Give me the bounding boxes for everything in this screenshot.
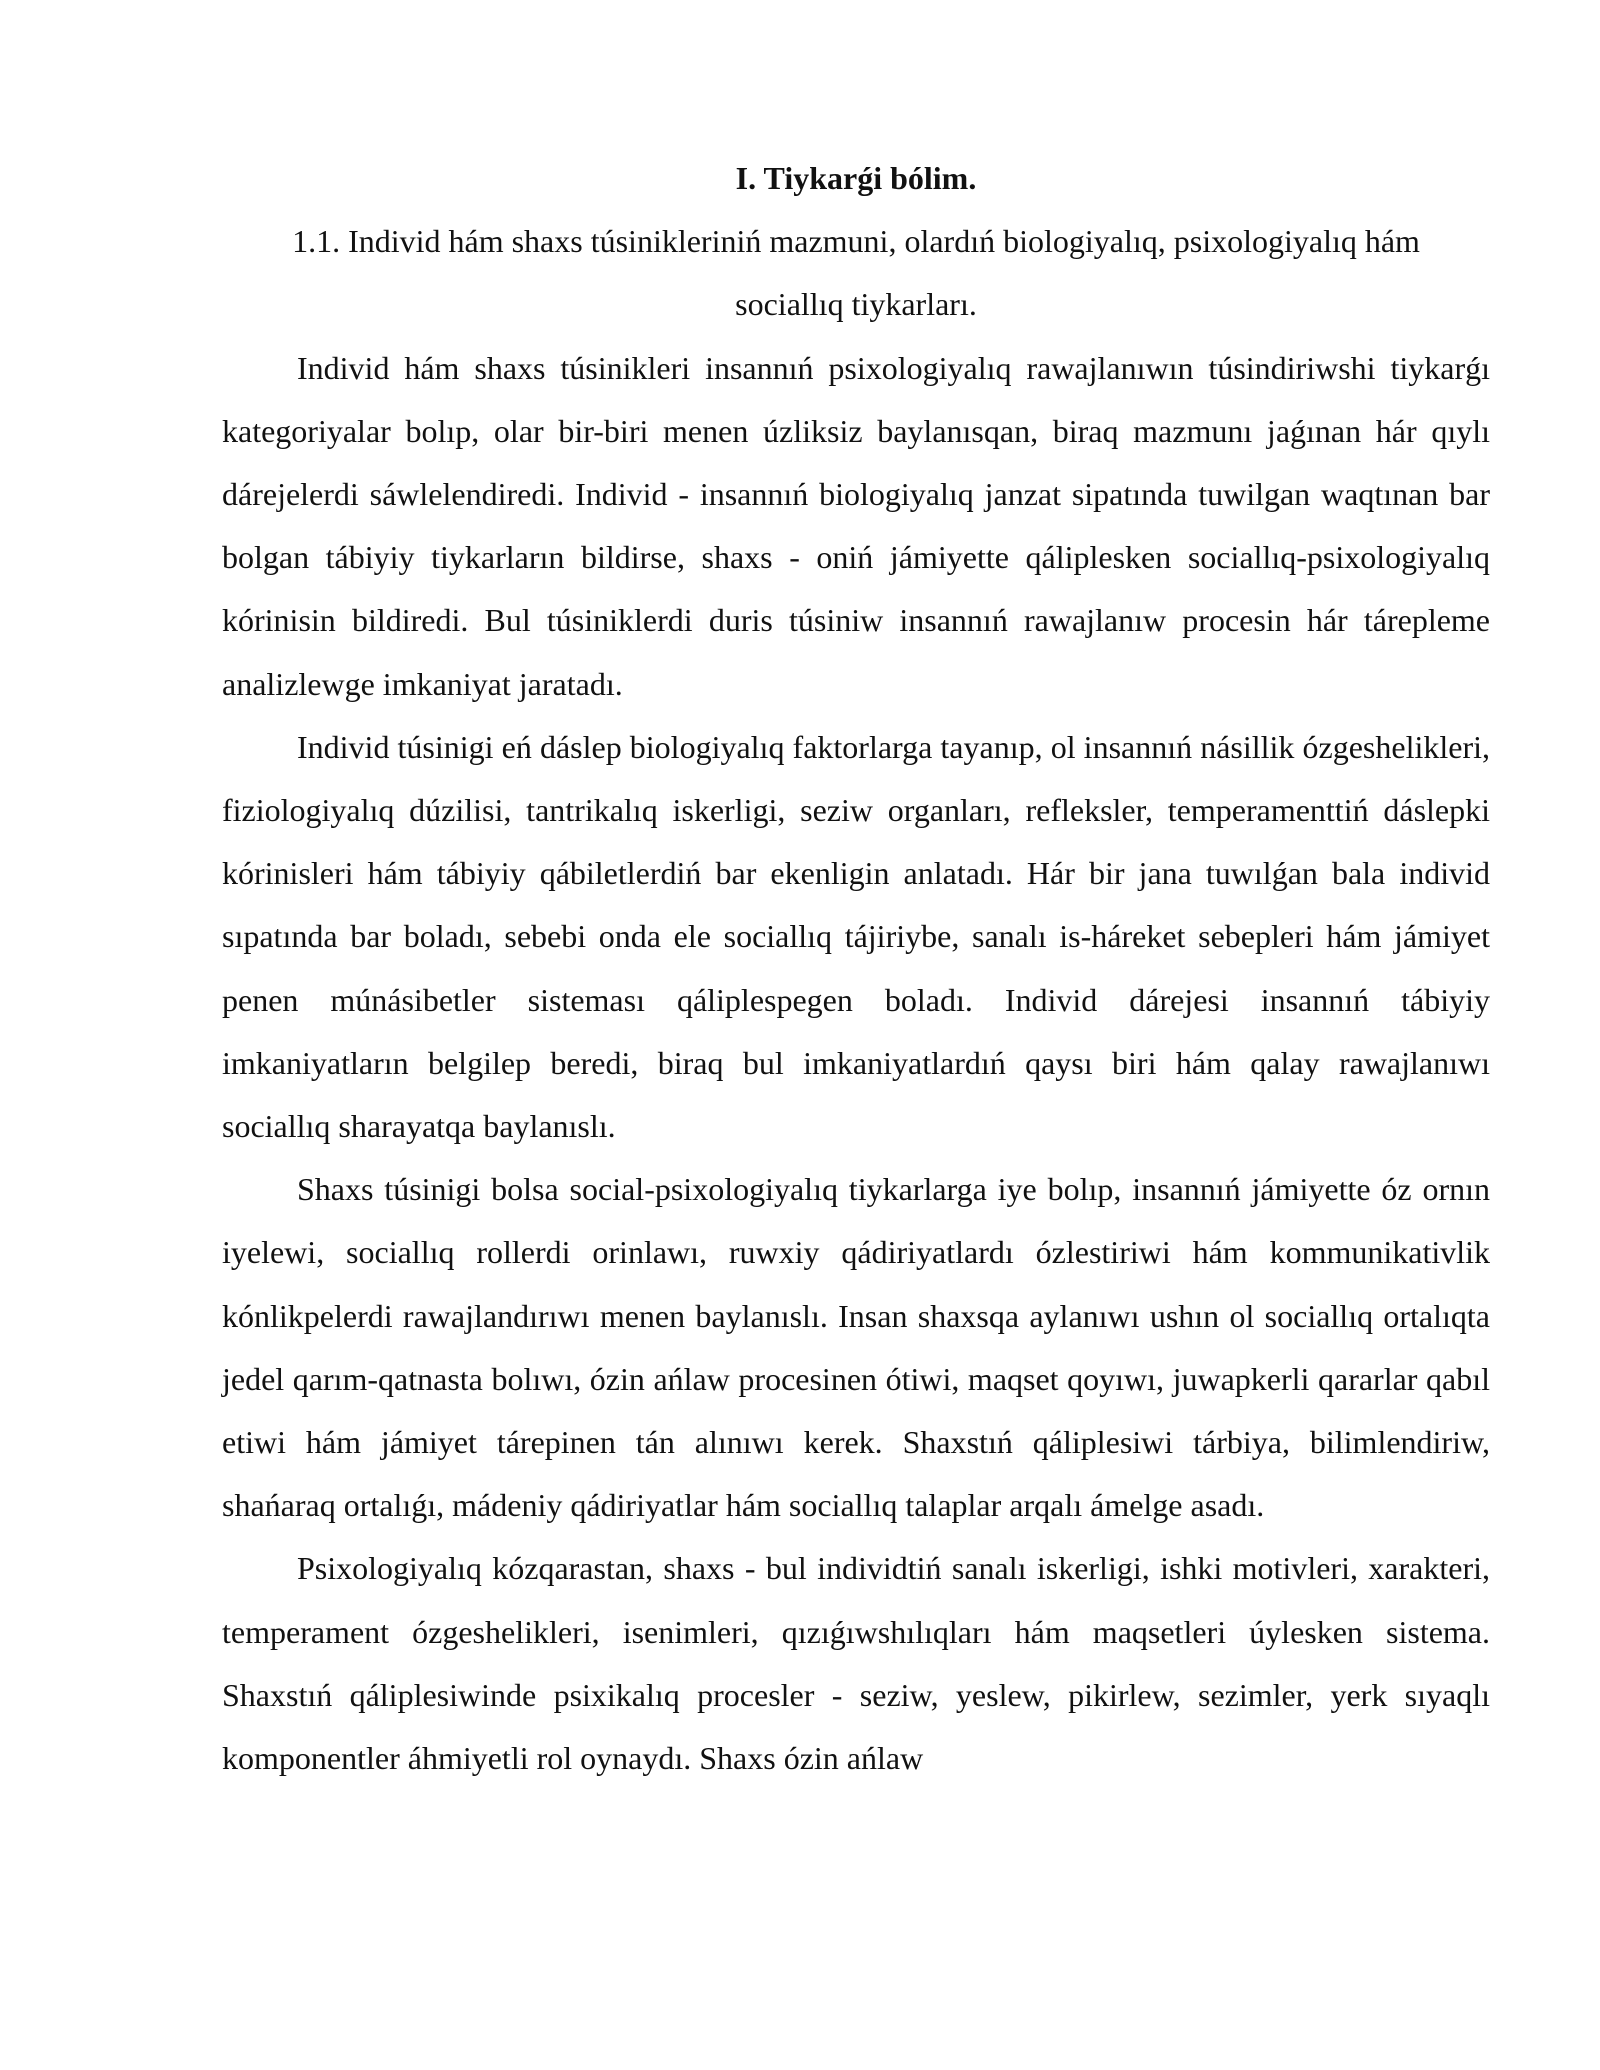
body-paragraph: Psixologiyalıq kózqarastan, shaxs - bul individtiń sanalı iskerligi, ishki motivleri, xarakteri, temperament ózgeshelikleri, isenimleri, qızıǵıwshılıqları hám maqsetleri úylesken sistema. Shaxstıń qáliplesiwinde psixikalıq procesler - seziw, yeslew, pikirlew, sezimler, yerk sıyaqlı komponentler áhmiyetli rol oynaydı. Shaxs ózin ańlaw bbox=[222, 1550, 1490, 1777]
body-paragraph: Shaxs túsinigi bolsa social-psixologiyalıq tiykarlarga iye bolıp, insannıń jámiyette óz ornın iyelewi, sociallıq rollerdi orinlawı, ruwxiy qádiriyatlardı ózlestiriwi hám kommunikativlik kónlikpelerdi rawajlandırıwı menen baylanıslı. Insan shaxsqa aylanıwı ushın ol sociallıq ortalıqta jedel qarım-qatnasta bolıwı, ózin ańlaw procesinen ótiwi, maqset qoyıwı, juwapkerli qararlar qabıl etiwi hám jámiyet tárepinen tán alınıwı kerek. Shaxstıń qáliplesiwi tárbiya, bilimlendiriw, shańaraq ortalıǵı, mádeniy qádiriyatlar hám sociallıq talaplar arqalı ámelge asadı. bbox=[222, 1171, 1490, 1524]
body-paragraph: Individ hám shaxs túsinikleri insannıń psixologiyalıq rawajlanıwın túsindiriwshi tiykarǵı kategoriyalar bolıp, olar bir-biri menen úzliksiz baylanısqan, biraq mazmunı jaǵınan hár qıylı dárejelerdi sáwlelendiredi. Individ - insannıń biologiyalıq janzat sipatında tuwilgan waqtınan bar bolgan tábiyiy tiykarların bildirse, shaxs - oniń jámiyette qáliplesken sociallıq-psixologiyalıq kórinisin bildiredi. Bul túsiniklerdi duris túsiniw insannıń rawajlanıw procesin hár tárepleme analizlewge imkaniyat jaratadı. bbox=[222, 349, 1490, 702]
section-heading: I. Tiykarǵi bólim. bbox=[735, 160, 977, 196]
document-page bbox=[222, 147, 1490, 1790]
body-paragraph: Individ túsinigi eń dáslep biologiyalıq faktorlarga tayanıp, ol insannıń násillik ózgeshelikleri, fiziologiyalıq dúzilisi, tantrikalıq iskerligi, seziw organları, refleksler, temperamenttiń dáslepki kórinisleri hám tábiyiy qábiletlerdiń bar ekenligin anlatadı. Hár bir jana tuwılǵan bala individ sıpatında bar boladı, sebebi onda ele sociallıq tájiriybe, sanalı is-háreket sebepleri hám jámiyet penen múnásibetler sisteması qáliplespegen boladı. Individ dárejesi insannıń tábiyiy imkaniyatların belgilep beredi, biraq bul imkaniyatlardıń qaysı biri hám qalay rawajlanıwı sociallıq sharayatqa baylanıslı. bbox=[222, 728, 1490, 1145]
subsection-heading: 1.1. Individ hám shaxs túsinikleriniń mazmuni, olardıń biologiyalıq, psixologiyalıq hám sociallıq tiykarları. bbox=[292, 223, 1420, 323]
